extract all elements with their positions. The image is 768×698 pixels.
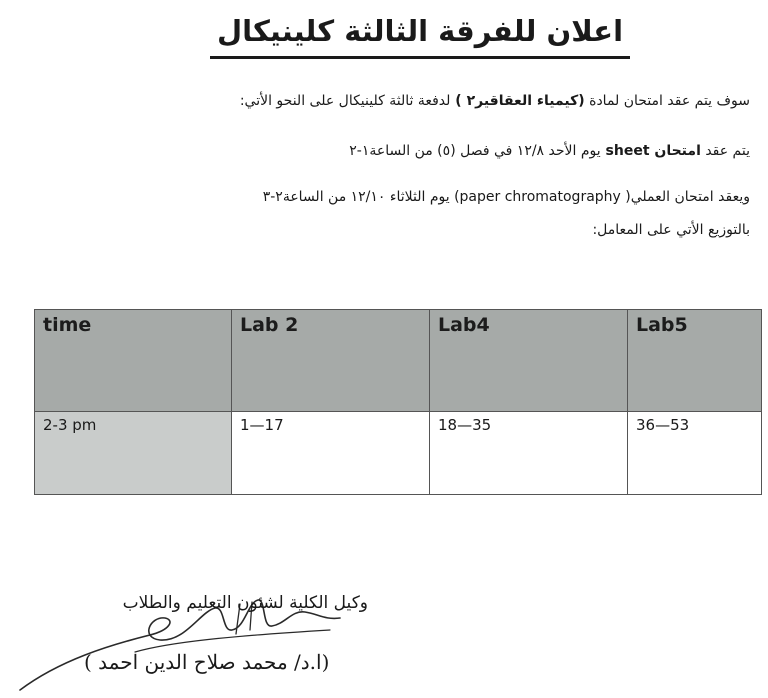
line-practical-exam [263, 189, 750, 205]
header-lab5: Lab5 [628, 310, 762, 412]
line-sheet-part-1: يتم عقد [700, 143, 750, 159]
practical-topic: paper chromatography [459, 189, 621, 205]
header-time: time [35, 310, 232, 412]
line-practical-part-2: ) يوم الثلاثاء ١٢/١٠ من الساعة٢-٣ [262, 189, 460, 205]
table-row [35, 412, 762, 495]
header-lab4: Lab4 [430, 310, 628, 412]
lab-distribution-table [34, 309, 762, 495]
title-underline [210, 56, 630, 59]
page-title: اعلان للفرقة الثالثة كلينيكال [216, 14, 624, 48]
signature-title: وكيل الكلية لشئون التعليم والطلاب [122, 593, 368, 613]
sheet-exam-label: امتحان sheet [600, 143, 701, 159]
line-intro-part-1: سوف يتم عقد امتحان لمادة [584, 93, 750, 109]
line-intro-part-2: لدفعة ثالثة كلينيكال على النحو الأتي: [239, 93, 451, 109]
cell-lab2: 1—17 [232, 412, 430, 495]
cell-lab4: 18—35 [430, 412, 628, 495]
table-header-row [35, 310, 762, 412]
line-distribution: بالتوزيع الأتي على المعامل: [592, 222, 750, 238]
line-sheet-part-2: يوم الأحد ١٢/٨ في فصل (٥) من الساعة١-٢ [349, 143, 601, 159]
line-practical-part-1: ويعقد امتحان العملي( [620, 189, 750, 205]
course-name: (كيمياء العقاقير٢ ) [450, 93, 585, 109]
cell-time: 2-3 pm [35, 412, 232, 495]
cell-lab5: 36—53 [628, 412, 762, 495]
header-lab2: Lab 2 [232, 310, 430, 412]
signatory-name: (ا.د/ محمد صلاح الدين احمد ) [84, 650, 330, 674]
line-intro [240, 93, 750, 109]
line-sheet-exam [349, 143, 750, 159]
